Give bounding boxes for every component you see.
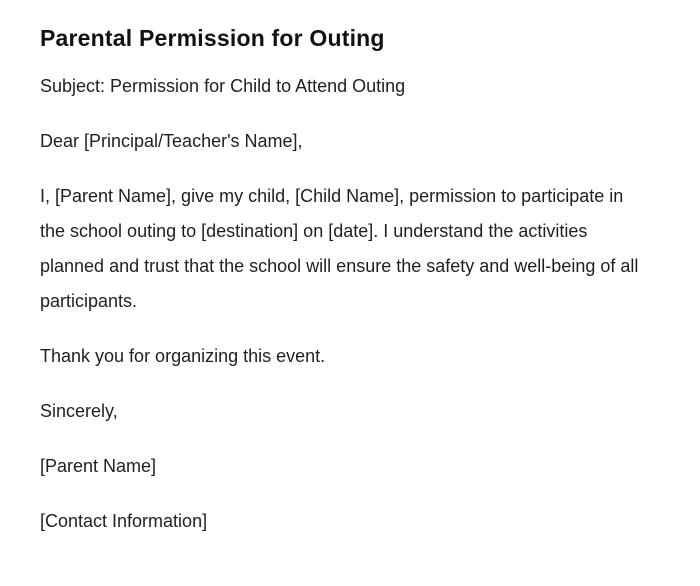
subject-line: Subject: Permission for Child to Attend Outing bbox=[40, 76, 406, 96]
sign-off: Sincerely, bbox=[40, 401, 118, 421]
salutation: Dear [Principal/Teacher's Name], bbox=[40, 131, 303, 151]
signature-name: [Parent Name] bbox=[40, 456, 157, 476]
body-paragraph: I, [Parent Name], give my child, [Child Name], permission to participate in the school outing to [destination] on [date]. I understand the activities planned and trust that the school will ensure the safety and well-being of all participants. bbox=[40, 186, 639, 311]
closing-paragraph: Thank you for organizing this event. bbox=[40, 346, 326, 366]
signature-contact: [Contact Information] bbox=[40, 511, 208, 531]
page-title: Parental Permission for Outing bbox=[40, 25, 385, 51]
